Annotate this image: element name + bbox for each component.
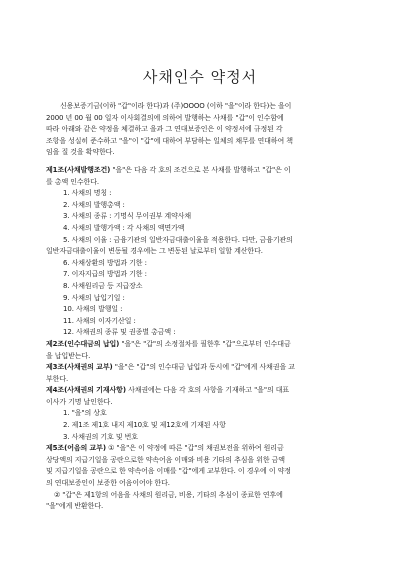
article-4 [46,385,360,397]
intro-line: 조항을 성실히 준수하고 "을"이 "갑"에 대하여 부담하는 일체의 채무를 연대하여 책 [46,136,293,145]
intro-line: 2000 년 00 월 00 일자 이사회결의에 의하여 발행하는 사채를 "갑"이 인수함에 [46,113,284,122]
article-3 [46,362,360,374]
intro-paragraph [46,101,360,159]
list-item: 7. 이자지급의 방법과 기한 : [63,270,147,279]
list-item: 4. 사채의 발행가액 : 각 사채의 액면가액 [63,223,185,232]
article-5-paragraph-2: ② "갑"은 제1항의 어음을 사채의 원리금, 비용, 기타의 추심이 종료한 연후에 [54,490,283,499]
list-item: 6. 사채상환의 방법과 기한 : [63,258,147,267]
list-item-continuation: 일반자금대출이율이 변동될 경우에는 그 변동된 날로부터 일할 계산한다. [46,247,263,256]
article-3-heading: 제3조(사채권의 교부) [46,363,113,372]
article-3-text: 부한다. [46,374,69,383]
document-title: 사채인수 약정서 [142,68,258,86]
article-5 [46,443,360,455]
list-item: 10. 사채의 발행일 : [63,305,123,314]
list-item: 11. 사채의 이자기산일 : [63,316,136,325]
list-item: 3. 사채권의 기호 및 번호 [63,432,138,441]
articles [46,165,360,513]
article-1-text: 를 총액 인수한다. [46,177,100,186]
list-item: 9. 사채의 납입기일 : [63,293,125,302]
article-2-text: "을"은 "갑"의 소정절차를 필한후 "갑"으로부터 인수대금 [119,339,291,348]
list-item: 2. 제1조 제1호 내지 제10호 및 제12호에 기재된 사항 [63,421,226,430]
article-2-text: 을 납입받는다. [46,351,91,360]
article-1 [46,165,360,177]
article-4-text: 사채권에는 다음 각 호의 사항을 기재하고 "을"의 대표 [125,386,290,395]
article-4-heading: 제4조(사채권의 기재사항) [46,386,126,395]
list-item: 1. 사채의 명칭 : [63,189,112,198]
intro-line: 신용보증기금(이하 "갑"이라 한다)과 (주)OOOO (이하 "을"이라 한다)는 을이 [60,102,292,110]
article-5-text: 의 연대보증인이 보증한 어음이어야 한다. [46,479,170,488]
article-4-text: 이사가 기명 날인한다. [46,397,113,406]
article-5-text: 상당액의 지급기일을 공란으로한 약속어음 이매와 비용 기타의 추심을 위한 금액 [46,455,285,464]
intro-line: 임을 질 것을 확약한다. [46,148,115,157]
list-item: 12. 사채권의 종류 및 권종별 총금액 : [63,328,176,337]
list-item: 8. 사채원리금 등 지급장소 [63,281,143,290]
article-1-text: "을"은 다음 각 호의 조건으로 본 사채를 발행하고 "갑"은 이 [110,166,291,174]
article-1-heading: 제1조(사채발행조건) [46,166,111,174]
article-3-text: "을"은 "갑"의 인수대금 납입과 동시에 "갑"에게 사채권을 교 [112,363,295,372]
article-5-heading: 제5조(어음의 교부) [46,444,106,453]
list-item: 3. 사채의 종류 : 기명식 무이권부 계약사채 [63,212,192,221]
list-item: 2. 사채의 발행총액 : [63,200,125,209]
article-2 [46,339,360,351]
list-item: 5. 사채의 이율 : 금융기관의 일반자금대출이율을 적용한다. 다만, 금융기관의 [63,235,293,244]
intro-line: 따라 아래와 같은 약정을 체결하고 을과 그 연대보증인은 이 약정서에 규정된 각 [46,125,283,134]
list-item: 1. "을"의 상호 [63,409,107,418]
article-5-text: ① "을"은 이 약정에 따른 "갑"의 채권보전을 위하여 원리금 [105,444,284,453]
article-5-paragraph-2: "을"에게 반환한다. [46,502,104,511]
article-2-heading: 제2조(인수대금의 납입) [46,339,120,348]
article-5-text: 및 지급기일을 공란으로 한 약속어음 이매를 "갑"에게 교부한다. 이 경우에 이 약정 [46,467,291,476]
